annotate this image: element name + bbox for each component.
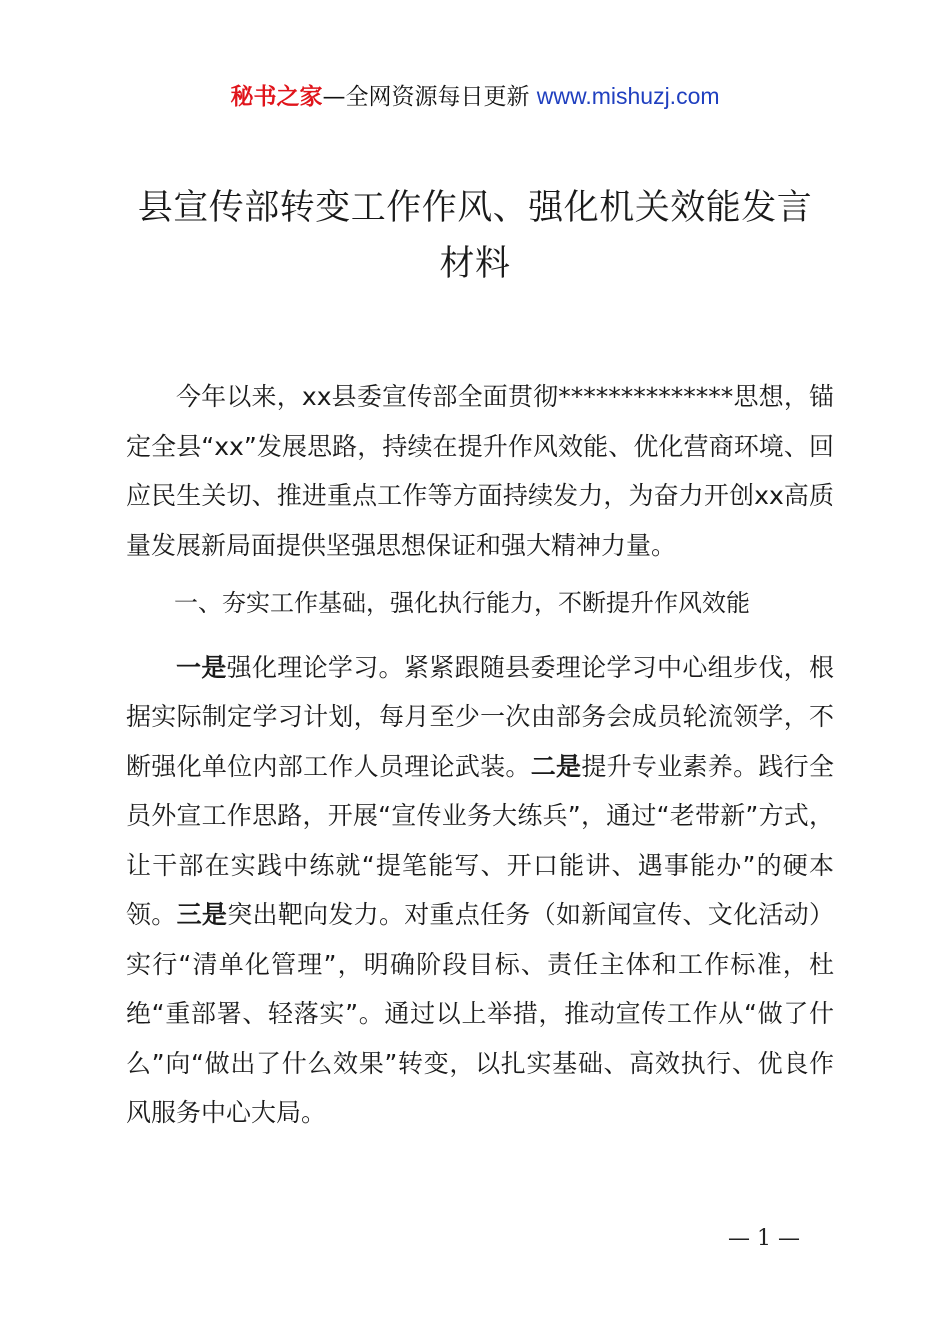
site-url-link[interactable]: www.mishuzj.com (536, 83, 720, 109)
item-2-text: 提升专业素养。践行全员外宣工作思路，开展“宣传业务大练兵”，通过“老带新”方式，让干部在实践中练就“提笔能写、开口能讲、遇事能办”的硬本领。 (126, 751, 834, 929)
document-title (110, 180, 840, 292)
item-3-text: 突出靶向发力。对重点任务（如新闻宣传、文化活动）实行“清单化管理”，明确阶段目标、责任主体和工作标准，杜绝“重部署、轻落实”。通过以上举措，推动宣传工作从“做了什么”向“做出了什么效果”转变，以扎实基础、高效执行、优良作风服务中心大局。 (126, 900, 834, 1127)
header-tagline: —全网资源每日更新 (322, 84, 537, 110)
document-body (126, 372, 834, 1147)
item-2-lead: 二是 (530, 751, 582, 781)
site-header (0, 80, 950, 113)
intro-paragraph: 今年以来，xx县委宣传部全面贯彻**************思想，锚定全县“xx”发展思路，持续在提升作风效能、优化营商环境、回应民生关切、推进重点工作等方面持续发力，为奋力开创xx高质量发展新局面提供坚强思想保证和强大精神力量。 (126, 382, 834, 560)
item-3-lead: 三是 (176, 900, 228, 929)
section-heading-1: 一、夯实工作基础，强化执行能力，不断提升作风效能 (174, 589, 750, 617)
brand-name: 秘书之家 (230, 84, 323, 110)
item-1-text: 强化理论学习。紧紧跟随县委理论学习中心组步伐，根据实际制定学习计划，每月至少一次由部务会成员轮流领学，不断强化单位内部工作人员理论武装。 (126, 652, 834, 781)
item-1-lead: 一是 (176, 652, 227, 682)
title-line-1: 县宣传部转变工作作风、强化机关效能发言 (137, 188, 813, 228)
section-1-paragraph (126, 643, 834, 1138)
title-line-2: 材料 (439, 244, 511, 284)
page-number: — 1 — (728, 1226, 800, 1251)
